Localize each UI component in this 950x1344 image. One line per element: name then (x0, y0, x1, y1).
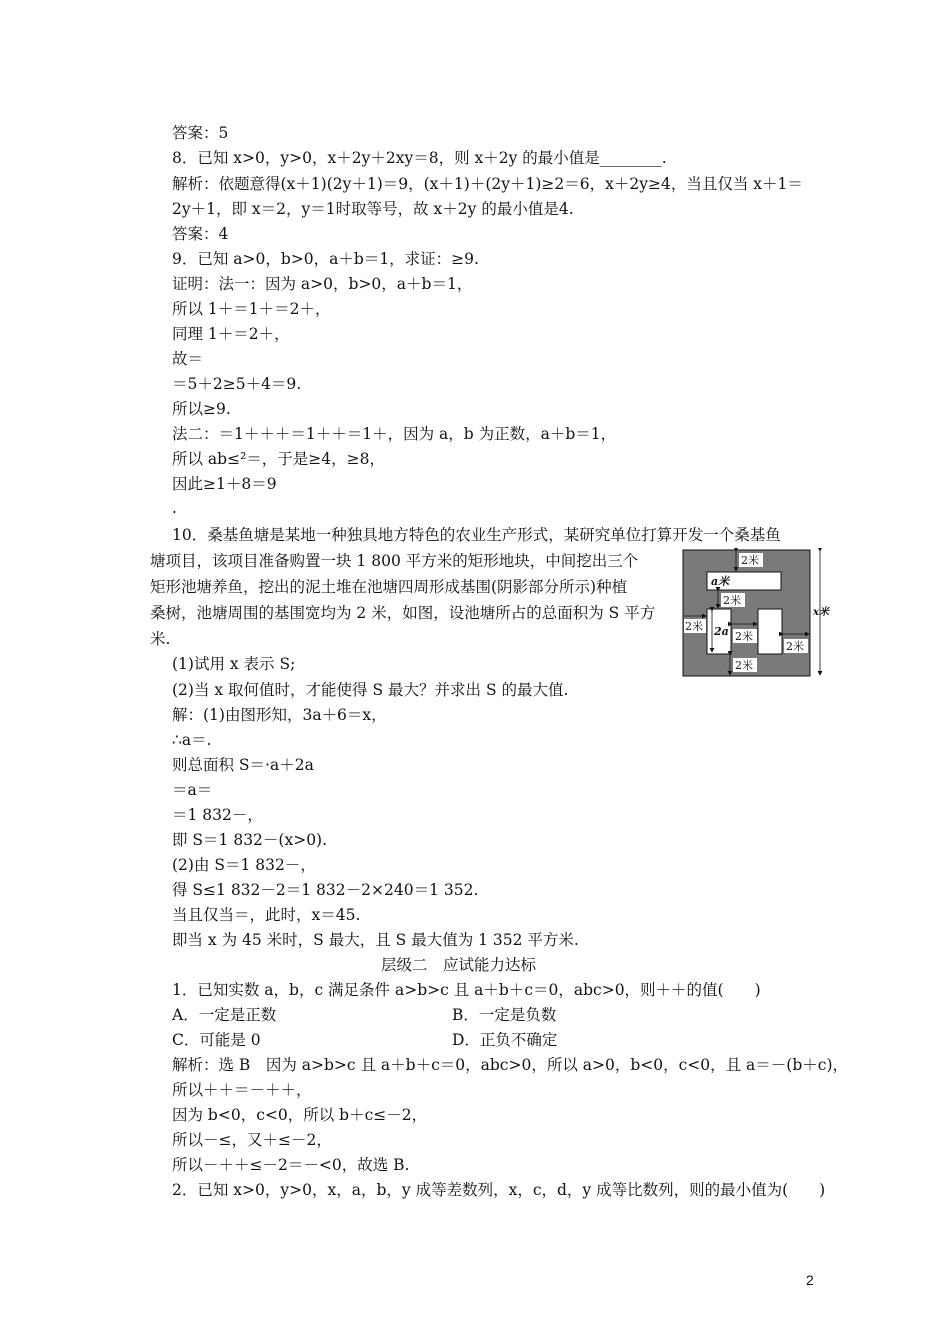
fish-pond-diagram (681, 548, 831, 678)
question-10-solution-line: 即当 x 为 45 米时，S 最大，且 S 最大值为 1 352 平方米. (172, 931, 579, 949)
mc-1-solution-line: 所以＋＋＝－＋＋， (172, 1081, 312, 1099)
question-9-proof-line: 所以 1＋＝1＋＝2＋， (172, 300, 331, 318)
mc-option-c: C．可能是 0 (172, 1031, 261, 1049)
question-10-solution-line: 则总面积 S＝·a＋2a (172, 756, 314, 774)
question-10-solution-line: (2)由 S＝1 832－， (172, 856, 316, 874)
question-10-solution-line: 解：(1)由图形知，3a＋6＝x， (172, 706, 387, 724)
question-10-line-2: 塘项目，该项目准备购置一块 1 800 平方米的矩形地块，中间挖出三个 (150, 552, 639, 570)
question-9-proof-line: 同理 1＋＝2＋， (172, 325, 290, 343)
section-heading-level-2: 层级二 应试能力达标 (381, 956, 537, 974)
question-9-proof-line: 因此≥1＋8＝9 (172, 475, 277, 493)
question-10-line-3: 矩形池塘养鱼，挖出的泥土堆在池塘四周形成基围(阴影部分所示)种植 (150, 578, 628, 596)
page-number: 2 (806, 1272, 814, 1288)
mc-question-2: 2．已知 x>0，y>0，x，a，b，y 成等差数列，x，c，d，y 成等比数列，则的最小值为( ) (172, 1181, 826, 1199)
question-8-solution-line-1: 解析：依题意得(x＋1)(2y＋1)＝9，(x＋1)＋(2y＋1)≥2＝6，x＋2y≥4，当且仅当 x＋1＝ (172, 175, 803, 193)
question-10-part-1: (1)试用 x 表示 S; (172, 655, 296, 673)
plot-outline (683, 550, 810, 676)
question-9-proof-end: . (172, 499, 177, 517)
label-right: 2米 (786, 640, 804, 653)
question-10-solution-line: 得 S≤1 832－2＝1 832－2×240＝1 352. (172, 881, 479, 899)
question-10-line-5: 米. (150, 630, 171, 648)
question-9-proof-line: ＝5＋2≥5＋4＝9. (172, 375, 302, 393)
mc-option-b: B．一定是负数 (452, 1006, 557, 1024)
mc-1-solution-line: 解析：选 B 因为 a>b>c 且 a＋b＋c＝0，abc>0，所以 a>0，b<0，c<0，且 a＝－(b＋c)， (172, 1056, 848, 1074)
question-10-solution-line: 当且仅当＝，此时，x＝45. (172, 906, 361, 924)
label-bottom: 2米 (735, 659, 753, 672)
label-top: 2米 (741, 554, 759, 567)
question-9-proof-line: 所以≥9. (172, 400, 231, 418)
question-9-proof-line: 所以 ab≤²＝，于是≥4，≥8， (172, 450, 385, 468)
question-10-line-1: 10．桑基鱼塘是某地一种独具地方特色的农业生产形式，某研究单位打算开发一个桑基鱼 (172, 526, 781, 544)
label-2a: 2a (714, 625, 729, 638)
question-9: 9．已知 a>0，b>0，a＋b＝1，求证：≥9. (172, 250, 479, 268)
label-mid: 2米 (723, 594, 741, 607)
question-10-solution-line: ＝1 832－， (172, 806, 263, 824)
mc-question-1: 1．已知实数 a，b，c 满足条件 a>b>c 且 a＋b＋c＝0，abc>0，则＋＋的值( ) (172, 981, 761, 999)
answer-7: 答案：5 (172, 124, 229, 142)
mc-option-a: A．一定是正数 (172, 1006, 277, 1024)
answer-8: 答案：4 (172, 225, 229, 243)
mc-1-solution-line: 所以－＋＋≤－2＝－<0，故选 B. (172, 1156, 410, 1174)
mc-1-solution-line: 所以－≤，又＋≤－2， (172, 1131, 332, 1149)
question-10-solution-line: ＝a＝ (172, 781, 213, 799)
question-9-proof-line: 法二：＝1＋＋＋＝1＋＋＝1＋，因为 a，b 为正数，a＋b＝1， (172, 425, 617, 443)
label-center: 2米 (735, 630, 753, 643)
mc-option-d: D．正负不确定 (452, 1031, 558, 1049)
question-9-proof-line: 故＝ (172, 350, 204, 368)
question-8-solution-line-2: 2y＋1，即 x＝2，y＝1时取等号，故 x＋2y 的最小值是4. (172, 200, 574, 218)
label-left: 2米 (685, 620, 703, 633)
question-10-line-4: 桑树，池塘周围的基围宽均为 2 米，如图，设池塘所占的总面积为 S 平方 (150, 604, 656, 622)
question-10-part-2: (2)当 x 取何值时，才能使得 S 最大？并求出 S 的最大值. (172, 681, 569, 699)
question-10-solution-line: ∴a＝. (172, 731, 212, 749)
question-8: 8．已知 x>0，y>0，x＋2y＋2xy＝8，则 x＋2y 的最小值是________. (172, 149, 667, 167)
label-x: x米 (813, 607, 829, 618)
pond-right (758, 609, 782, 654)
question-9-proof-line: 证明：法一：因为 a>0，b>0，a＋b＝1， (172, 275, 473, 293)
question-10-solution-line: 即 S＝1 832－(x>0). (172, 831, 328, 849)
mc-1-solution-line: 因为 b<0，c<0，所以 b＋c≤－2， (172, 1106, 428, 1124)
label-a: a米 (711, 575, 730, 588)
